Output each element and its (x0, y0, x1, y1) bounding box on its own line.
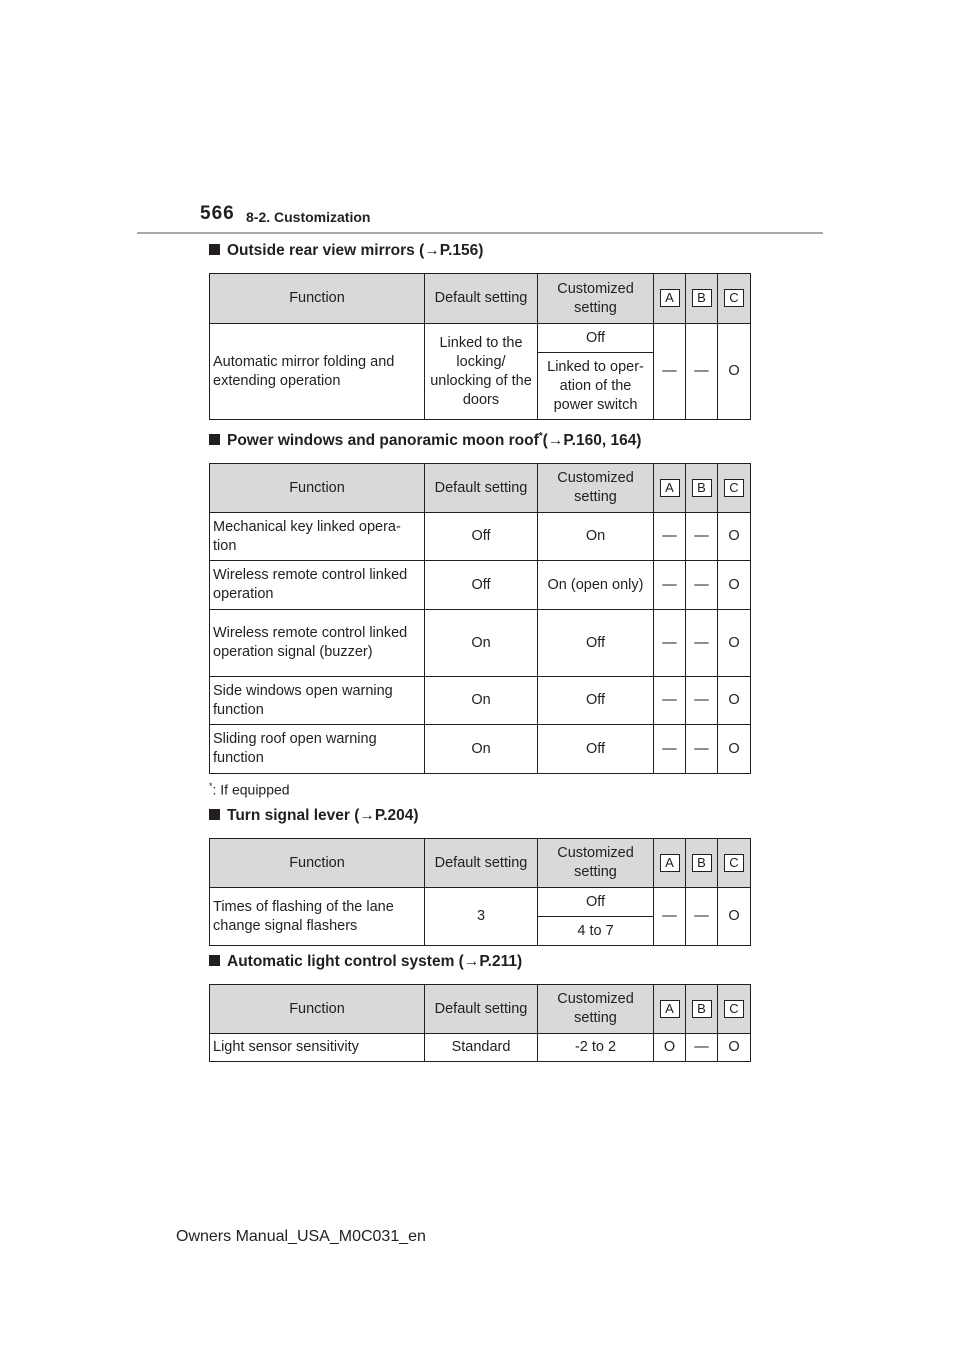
cell-function: Wireless remote control linked operation signal (buzzer) (210, 610, 425, 677)
col-header-b: B (692, 289, 712, 307)
settings-table-light-control (209, 984, 751, 1062)
col-header-a: A (660, 479, 680, 497)
cell-function: Times of flashing of the lane change signal flashers (210, 888, 425, 946)
heading-turn-signal: Turn signal lever (→P.204) (209, 807, 419, 825)
page-reference: P.211) (479, 953, 523, 970)
cell-c: O (718, 1034, 751, 1062)
cell-b: — (686, 1034, 718, 1062)
table-header-row (210, 985, 751, 1034)
cell-a: — (654, 677, 686, 725)
table-row (210, 561, 751, 610)
col-header-function: Function (210, 839, 425, 888)
square-bullet-icon (209, 244, 220, 255)
cell-a: — (654, 324, 686, 420)
cell-default: Linked to the locking/ unlocking of the doors (425, 324, 538, 420)
cell-default: Off (425, 561, 538, 610)
col-header-customized: Customized setting (538, 274, 654, 324)
cell-b: — (686, 561, 718, 610)
cell-function: Automatic mirror folding and extending operation (210, 324, 425, 420)
col-header-a: A (660, 854, 680, 872)
cell-default: On (425, 677, 538, 725)
footer-manual-id: Owners Manual_USA_M0C031_en (176, 1228, 426, 1245)
col-header-default: Default setting (425, 839, 538, 888)
col-header-c: C (724, 854, 744, 872)
arrow-icon: → (424, 242, 440, 259)
footnote-marker: * (209, 781, 213, 791)
col-header-customized: Customized setting (538, 464, 654, 513)
settings-table-turn-signal (209, 838, 751, 946)
square-bullet-icon (209, 809, 220, 820)
cell-customized: -2 to 2 (538, 1034, 654, 1062)
col-header-customized: Customized setting (538, 985, 654, 1034)
cell-option: Off (538, 324, 654, 353)
page-reference: P.156) (439, 242, 484, 259)
table-row (210, 677, 751, 725)
col-header-c: C (724, 1000, 744, 1018)
page-reference: P.204) (374, 807, 419, 824)
col-header-b: B (692, 1000, 712, 1018)
col-header-default: Default setting (425, 274, 538, 324)
arrow-icon: → (547, 432, 564, 450)
page-reference: P.160, 164) (563, 432, 642, 450)
cell-c: O (718, 513, 751, 561)
footnote: *: If equipped (209, 781, 290, 798)
cell-b: — (686, 513, 718, 561)
page-number: 566 (200, 203, 235, 224)
cell-customized: Off (538, 610, 654, 677)
heading-power-windows: Power windows and panoramic moon roof*(→P.160, 164) (209, 431, 641, 450)
table-header-row (210, 839, 751, 888)
cell-default: Standard (425, 1034, 538, 1062)
cell-default: Off (425, 513, 538, 561)
col-header-b: B (692, 854, 712, 872)
cell-customized: Off (538, 677, 654, 725)
header-divider (137, 232, 823, 234)
table-row (210, 725, 751, 774)
cell-default: On (425, 725, 538, 774)
table-row (210, 610, 751, 677)
square-bullet-icon (209, 955, 220, 966)
cell-function: Mechanical key linked opera- tion (210, 513, 425, 561)
cell-option: 4 to 7 (538, 917, 654, 946)
cell-a: — (654, 610, 686, 677)
col-header-function: Function (210, 985, 425, 1034)
cell-function: Side windows open warning function (210, 677, 425, 725)
col-header-c: C (724, 289, 744, 307)
cell-c: O (718, 610, 751, 677)
col-header-default: Default setting (425, 464, 538, 513)
col-header-a: A (660, 289, 680, 307)
footnote-marker: * (538, 431, 543, 442)
col-header-default: Default setting (425, 985, 538, 1034)
col-header-a: A (660, 1000, 680, 1018)
cell-function: Sliding roof open warning function (210, 725, 425, 774)
cell-customized: On (538, 513, 654, 561)
col-header-function: Function (210, 464, 425, 513)
cell-a: — (654, 513, 686, 561)
cell-c: O (718, 561, 751, 610)
col-header-b: B (692, 479, 712, 497)
cell-b: — (686, 324, 718, 420)
table-row (210, 513, 751, 561)
cell-b: — (686, 610, 718, 677)
cell-option: Linked to oper- ation of the power switch (538, 353, 654, 420)
arrow-icon: → (359, 807, 375, 824)
cell-option: Off (538, 888, 654, 917)
table-header-row (210, 274, 751, 324)
cell-function: Light sensor sensitivity (210, 1034, 425, 1062)
settings-table-mirrors (209, 273, 751, 420)
cell-b: — (686, 677, 718, 725)
table-header-row (210, 464, 751, 513)
cell-c: O (718, 677, 751, 725)
section-title: 8-2. Customization (246, 209, 371, 225)
cell-c: O (718, 324, 751, 420)
cell-a: — (654, 888, 686, 946)
settings-table-power-windows (209, 463, 751, 774)
table-row (210, 888, 751, 917)
cell-a: — (654, 725, 686, 774)
col-header-c: C (724, 479, 744, 497)
cell-customized: On (open only) (538, 561, 654, 610)
cell-default: 3 (425, 888, 538, 946)
cell-b: — (686, 725, 718, 774)
cell-default: On (425, 610, 538, 677)
cell-a: O (654, 1034, 686, 1062)
cell-a: — (654, 561, 686, 610)
cell-b: — (686, 888, 718, 946)
cell-c: O (718, 725, 751, 774)
cell-c: O (718, 888, 751, 946)
table-row (210, 1034, 751, 1062)
cell-customized: Off (538, 725, 654, 774)
heading-light-control: Automatic light control system (→P.211) (209, 953, 522, 971)
heading-outside-mirrors: Outside rear view mirrors (→P.156) (209, 242, 483, 260)
cell-function: Wireless remote control linked operation (210, 561, 425, 610)
col-header-customized: Customized setting (538, 839, 654, 888)
arrow-icon: → (463, 953, 480, 970)
table-row (210, 324, 751, 353)
col-header-function: Function (210, 274, 425, 324)
square-bullet-icon (209, 434, 220, 445)
